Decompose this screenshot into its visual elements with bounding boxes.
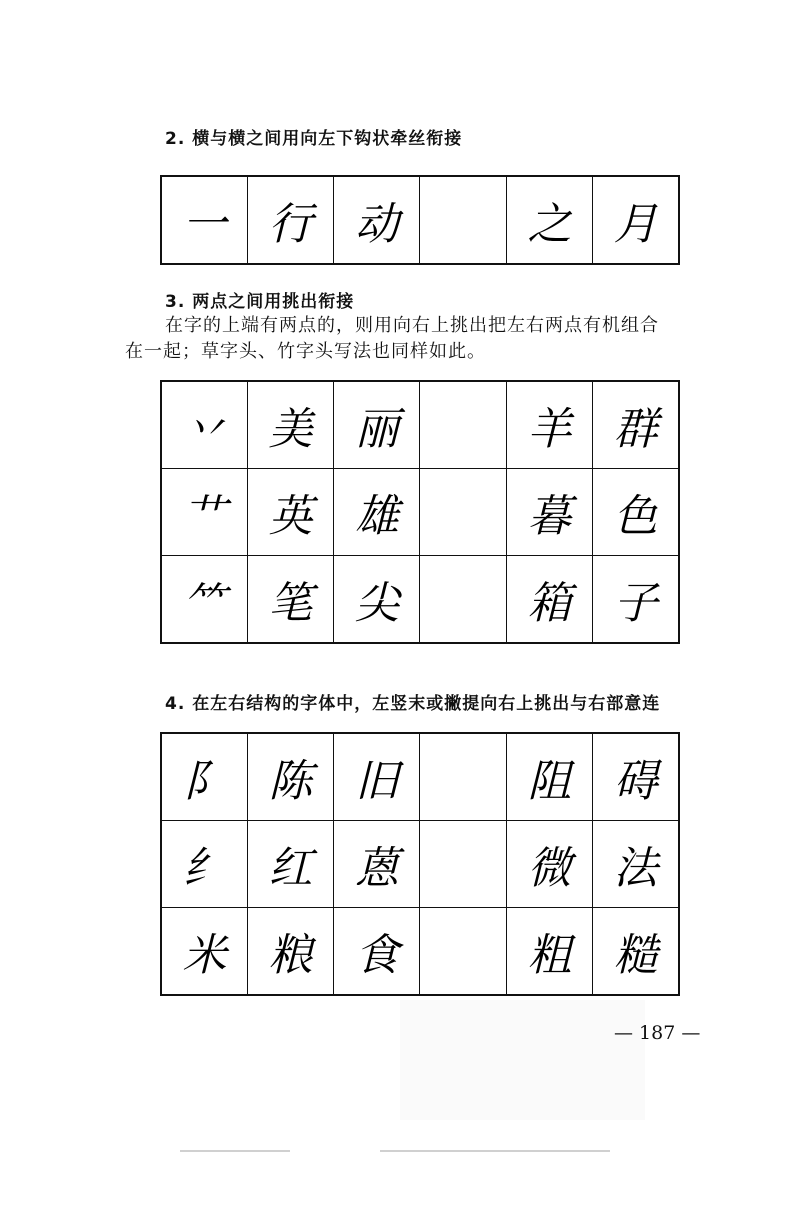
grid-cell: 暮: [506, 469, 592, 556]
table-row: [161, 469, 679, 556]
grid-cell: [420, 733, 506, 821]
grid-cell: 米: [161, 907, 247, 995]
grid-cell: 碍: [593, 733, 679, 821]
grid-cell: [420, 469, 506, 556]
grid-cell: 月: [593, 176, 679, 264]
grid-cell: 羊: [506, 381, 592, 469]
grid-cell: 食: [334, 907, 420, 995]
grid-cell: 英: [247, 469, 333, 556]
scan-artifact-line: [180, 1150, 290, 1152]
table-row: [161, 381, 679, 469]
grid-cell: 子: [593, 555, 679, 643]
grid-cell: 雄: [334, 469, 420, 556]
grid-cell: 纟: [161, 821, 247, 908]
page-number: — 187 —: [614, 1022, 701, 1044]
section-3-paragraph-line-2: 在一起；草字头、竹字头写法也同样如此。: [125, 341, 486, 362]
section-2-heading: 2. 横与横之间用向左下钩状牵丝衔接: [165, 129, 463, 149]
section-3-grid: [160, 380, 680, 644]
grid-cell: 阝: [161, 733, 247, 821]
grid-cell: 丷: [161, 381, 247, 469]
grid-cell: 丽: [334, 381, 420, 469]
grid-cell: 阻: [506, 733, 592, 821]
grid-cell: 红: [247, 821, 333, 908]
scan-artifact-line: [380, 1150, 610, 1152]
grid-cell: ⺮: [161, 555, 247, 643]
grid-cell: [420, 907, 506, 995]
grid-cell: [420, 381, 506, 469]
grid-cell: 笔: [247, 555, 333, 643]
grid-cell: [420, 555, 506, 643]
grid-cell: 粗: [506, 907, 592, 995]
table-row: [161, 821, 679, 908]
section-3-paragraph-line-1: 在字的上端有两点的，则用向右上挑出把左右两点有机组合: [165, 315, 659, 336]
section-3-heading: 3. 两点之间用挑出衔接: [165, 292, 355, 312]
grid-cell: 陈: [247, 733, 333, 821]
grid-cell: 旧: [334, 733, 420, 821]
table-row: [161, 555, 679, 643]
faded-watermark: [400, 1000, 645, 1120]
table-row: [161, 176, 679, 264]
grid-cell: 动: [334, 176, 420, 264]
grid-cell: 粮: [247, 907, 333, 995]
grid-cell: 行: [247, 176, 333, 264]
section-4-heading: 4. 在左右结构的字体中，左竖末或撇提向右上挑出与右部意连: [165, 694, 661, 714]
grid-cell: [420, 821, 506, 908]
grid-cell: 蒽: [334, 821, 420, 908]
grid-cell: 美: [247, 381, 333, 469]
grid-cell: 之: [506, 176, 592, 264]
section-2-grid: [160, 175, 680, 265]
grid-cell: 尖: [334, 555, 420, 643]
grid-cell: 一: [161, 176, 247, 264]
grid-cell: 艹: [161, 469, 247, 556]
grid-cell: 色: [593, 469, 679, 556]
table-row: [161, 907, 679, 995]
section-4-grid: [160, 732, 680, 996]
grid-cell: 法: [593, 821, 679, 908]
grid-cell: 微: [506, 821, 592, 908]
table-row: [161, 733, 679, 821]
grid-cell: 糙: [593, 907, 679, 995]
grid-cell: 箱: [506, 555, 592, 643]
grid-cell: 群: [593, 381, 679, 469]
grid-cell: [420, 176, 506, 264]
